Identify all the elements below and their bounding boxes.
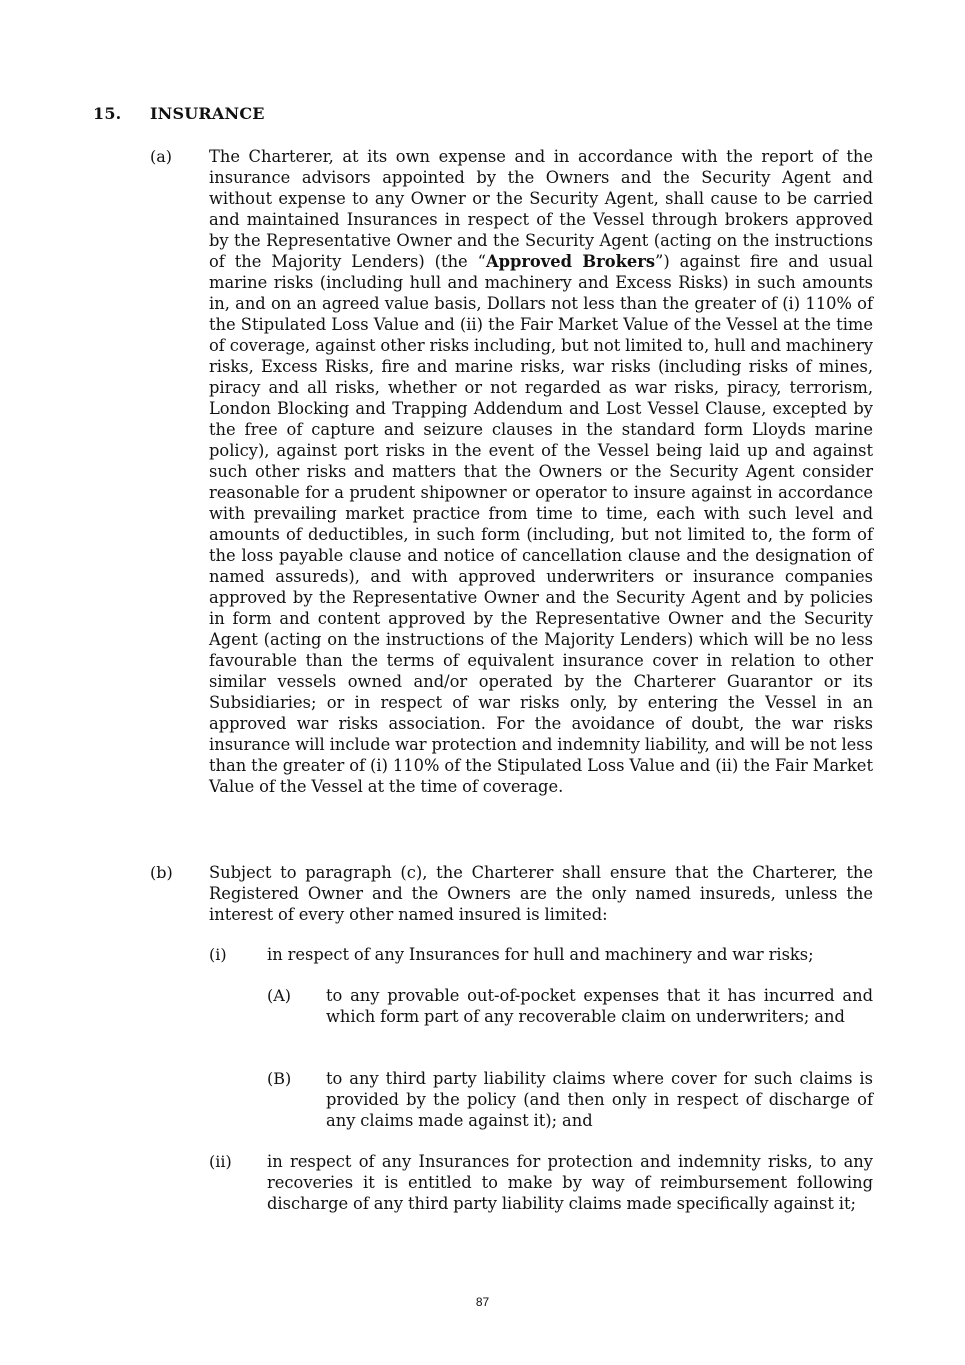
- clause-b-i-b-text: to any third party liability claims where cover for such claims is provided by the policy (and then only in respect of discharge of any claims made against it); and: [326, 1069, 873, 1130]
- clause-b-i-a-label: (A): [267, 986, 292, 1005]
- clause-b-text: Subject to paragraph (c), the Charterer shall ensure that the Charterer, the Registered Owner and the Owners are the only named insureds, unless the interest of every other named insured is limited:: [209, 863, 873, 924]
- section-heading: [93, 104, 265, 123]
- section-title: INSURANCE: [150, 104, 265, 123]
- defined-term-approved-brokers: Approved Brokers: [485, 252, 656, 271]
- clause-a-text-before: The Charterer, at its own expense and in accordance with the report of the insurance advisors appointed by the Owners and the Security Agent and without expense to any Owner or the Security Agent, shall cause to be carried and maintained Insurances in respect of the Vessel through brokers approved by the Representative Owner and the Security Agent (acting on the instructions of the Majority Lenders) (the “: [209, 147, 873, 271]
- clause-b-label: (b): [150, 863, 173, 882]
- clause-b-i-text: in respect of any Insurances for hull and machinery and war risks;: [267, 945, 814, 964]
- clause-b-i-a-text: to any provable out-of-pocket expenses that it has incurred and which form part of any recoverable claim on underwriters; and: [326, 986, 873, 1026]
- clause-b-ii-label: (ii): [209, 1152, 232, 1171]
- clause-b-ii-text: in respect of any Insurances for protection and indemnity risks, to any recoveries it is entitled to make by way of reimbursement following discharge of any third party liability claims made specifically against it;: [267, 1152, 873, 1213]
- clause-b-i-label: (i): [209, 945, 227, 964]
- clause-a-text-after: ”) against fire and usual marine risks (including hull and machinery and Excess Risks) in such amounts in, and on an agreed value basis, Dollars not less than the greater of (i) 110% of the Stipulated Loss Value and (ii) the Fair Market Value of the Vessel at the time of coverage, against other risks including, but not limited to, hull and machinery risks, Excess Risks, fire and marine risks, war risks (including risks of mines, piracy and all risks, whether or not regarded as war risks, piracy, terrorism, London Blocking and Trapping Addendum and Lost Vessel Clause, excepted by the free of capture and seizure clauses in the standard form Lloyds marine policy), against port risks in the event of the Vessel being laid up and against such other risks and matters that the Owners or the Security Agent consider reasonable for a prudent shipowner or operator to insure against in accordance with prevailing market practice from time to time, each with such level and amounts of deductibles, in such form (including, but not limited to, the form of the loss payable clause and notice of cancellation clause and the designation of named assureds), and with approved underwriters or insurance companies approved by the Representative Owner and the Security Agent and by policies in form and content approved by the Representative Owner and the Security Agent (acting on the instructions of the Majority Lenders) which will be no less favourable than the terms of equivalent insurance cover in relation to other similar vessels owned and/or operated by the Charterer Guarantor or its Subsidiaries; or in respect of war risks only, by entering the Vessel in an approved war risks association. For the avoidance of doubt, the war risks insurance will include war protection and indemnity liability, and will be not less than the greater of (i) 110% of the Stipulated Loss Value and (ii) the Fair Market Value of the Vessel at the time of coverage.: [209, 252, 873, 796]
- clause-a-label: (a): [150, 147, 173, 166]
- page-number: 87: [475, 1295, 490, 1309]
- clause-a-text: [209, 146, 873, 797]
- clause-b-i-b-label: (B): [267, 1069, 292, 1088]
- section-number: 15.: [93, 104, 122, 123]
